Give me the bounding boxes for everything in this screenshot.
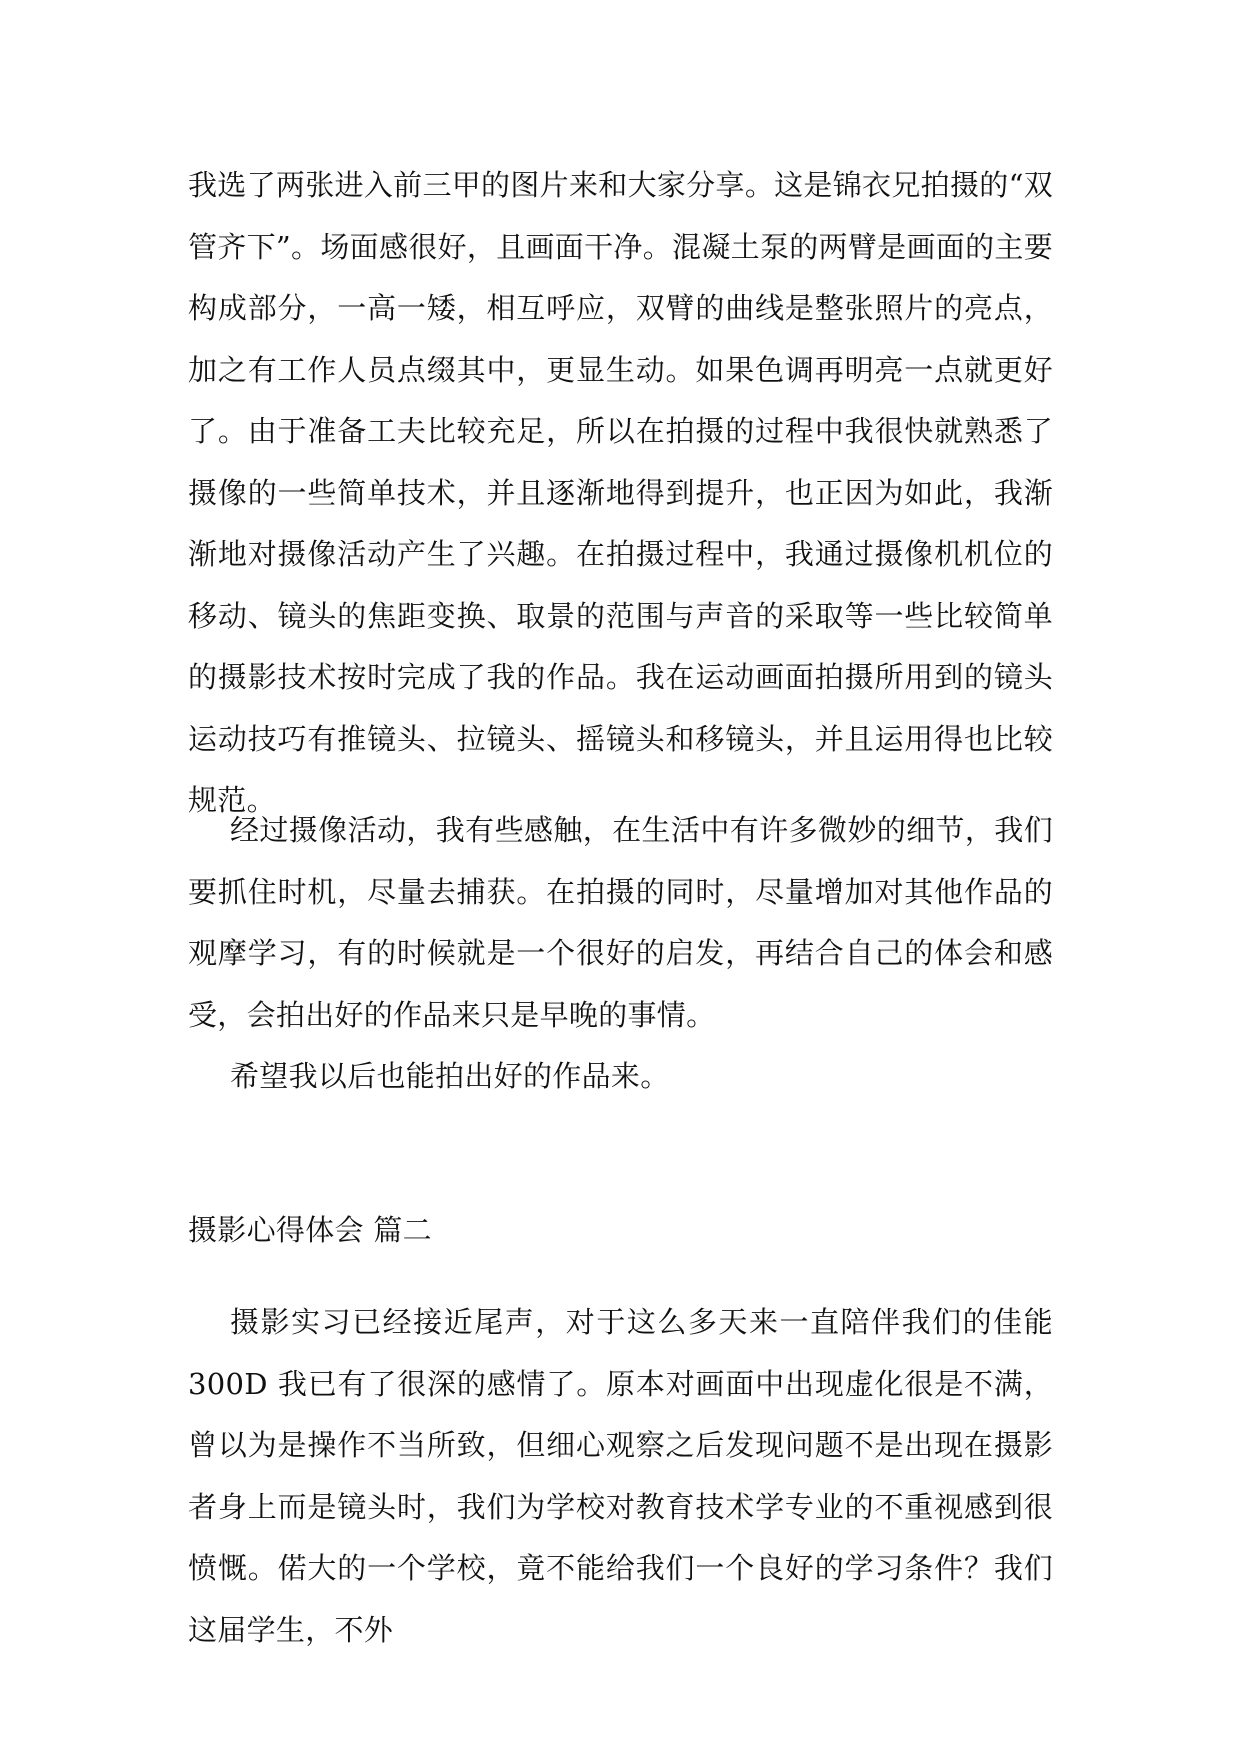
paragraph-reflection: 经过摄像活动，我有些感触，在生活中有许多微妙的细节，我们要抓住时机，尽量去捕获。在拍摄的同时，尽量增加对其他作品的观摩学习，有的时候就是一个很好的启发，再结合自己的体会和感受，会拍出好的作品来只是早晚的事情。 [188, 813, 1053, 1032]
paragraph-hope: 希望我以后也能拍出好的作品来。 [230, 1059, 670, 1093]
paragraph-section-two: 摄影实习已经接近尾声，对于这么多天来一直陪伴我们的佳能 300D 我已有了很深的感情了。原本对画面中出现虚化很是不满，曾以为是操作不当所致，但细心观察之后发现问题不是出现在摄影者身上而是镜头时，我们为学校对教育技术学专业的不重视感到很愤慨。偌大的一个学校，竟不能给我们一个良好的学习条件？我们这届学生，不外 [188, 1305, 1053, 1647]
section-heading: 摄影心得体会 篇二 [188, 1213, 432, 1247]
paragraph-photo-review: 我选了两张进入前三甲的图片来和大家分享。这是锦衣兄拍摄的“双管齐下”。场面感很好，且画面干净。混凝土泵的两臂是画面的主要构成部分，一高一矮，相互呼应，双臂的曲线是整张照片的亮点，加之有工作人员点缀其中，更显生动。如果色调再明亮一点就更好了。由于准备工夫比较充足，所以在拍摄的过程中我很快就熟悉了摄像的一些简单技术，并且逐渐地得到提升，也正因为如此，我渐渐地对摄像活动产生了兴趣。在拍摄过程中，我通过摄像机机位的移动、镜头的焦距变换、取景的范围与声音的采取等一些比较简单的摄影技术按时完成了我的作品。我在运动画面拍摄所用到的镜头运动技巧有推镜头、拉镜头、摇镜头和移镜头，并且运用得也比较规范。 [188, 168, 1053, 817]
